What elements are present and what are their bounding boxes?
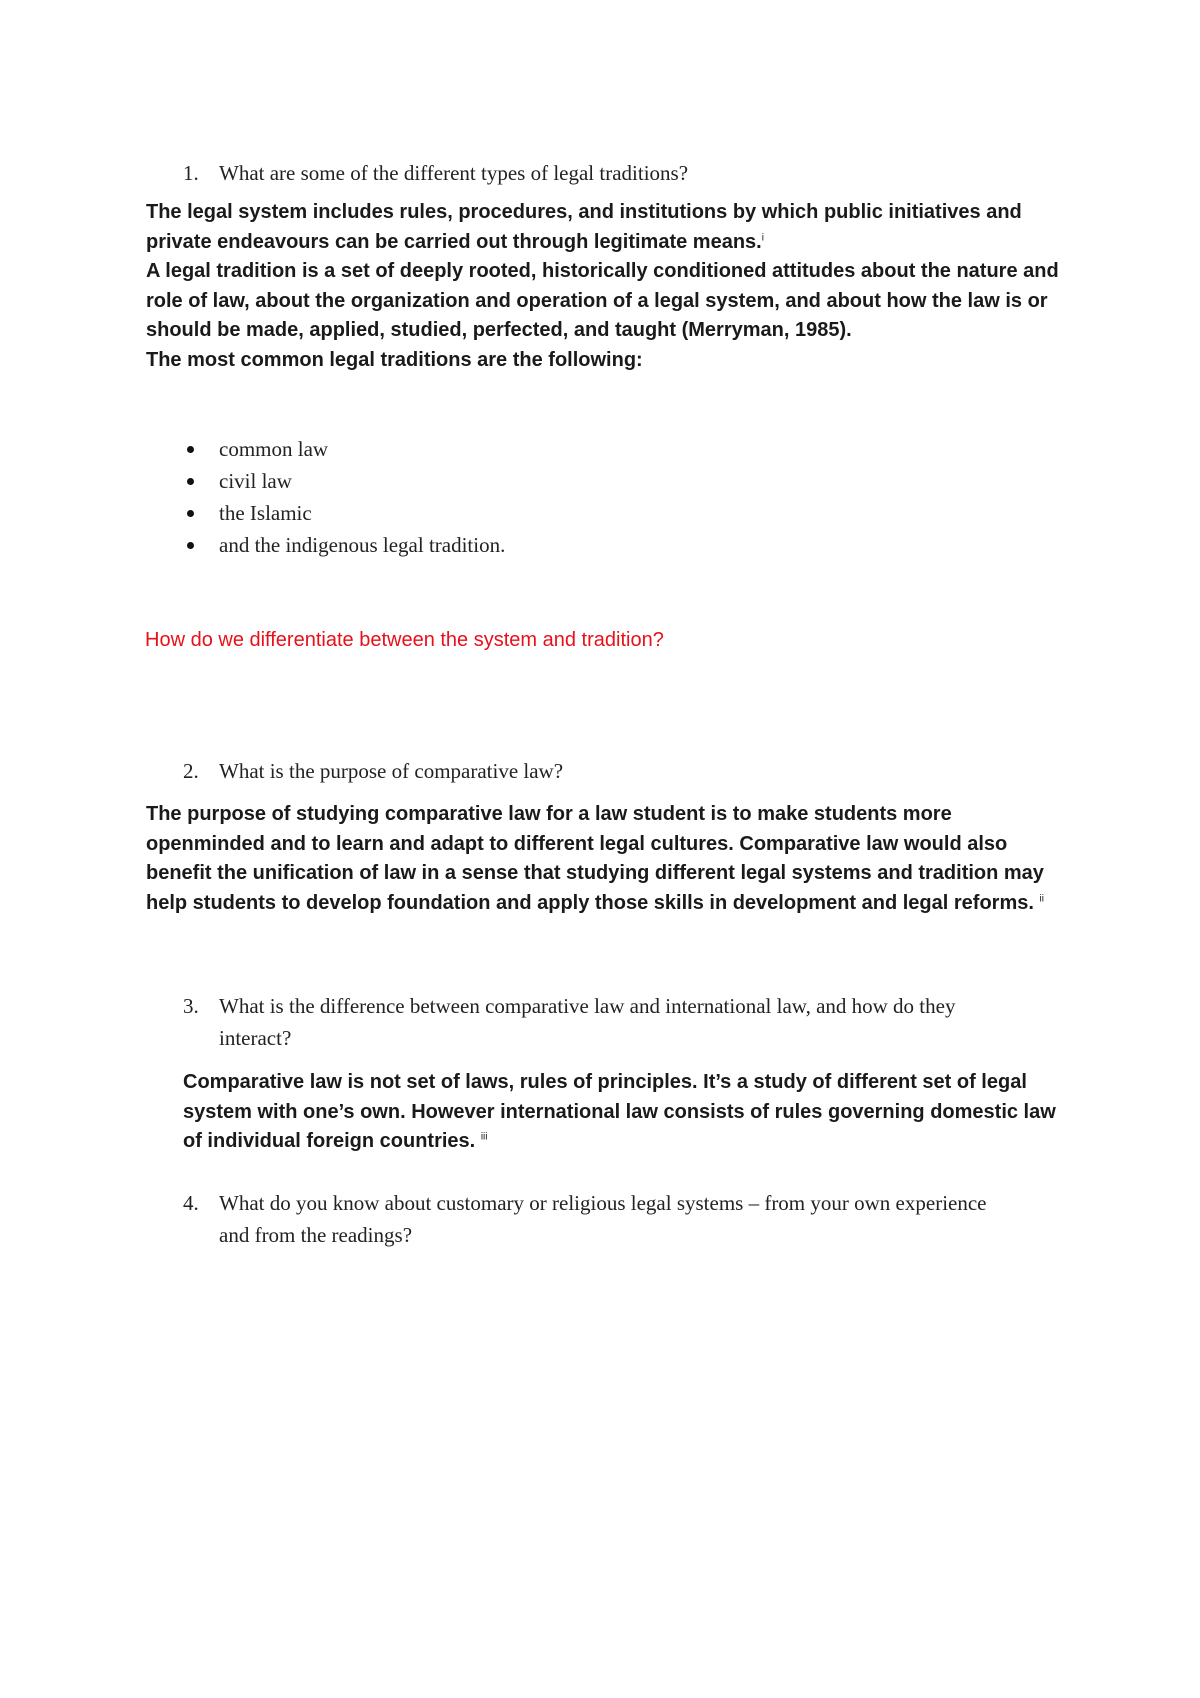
answer-paragraph (183, 1068, 1063, 1157)
list-item-text: and the indigenous legal tradition. (219, 533, 506, 557)
bullet-icon (187, 446, 194, 453)
footnote-marker[interactable]: iii (480, 1131, 488, 1143)
answer-paragraph: The most common legal traditions are the following: (146, 348, 643, 371)
question-text: What is the purpose of comparative law? (219, 759, 564, 783)
list-item (183, 465, 505, 497)
list-item-text: civil law (219, 469, 292, 493)
question-2 (183, 755, 1009, 787)
question-4 (183, 1187, 1009, 1251)
bullet-icon (187, 510, 194, 517)
question-text: What is the difference between comparative law and international law, and how do they interact? (219, 994, 956, 1050)
list-item (183, 497, 505, 529)
question-number: 4. (183, 1191, 199, 1215)
answer-paragraph (146, 198, 1066, 257)
list-item-text: the Islamic (219, 501, 312, 525)
question-number: 2. (183, 759, 199, 783)
bullet-icon (187, 478, 194, 485)
question-1 (183, 157, 1009, 189)
list-item (183, 529, 505, 561)
answer-3 (183, 1068, 1063, 1157)
followup-question: How do we differentiate between the system and tradition? (145, 629, 664, 651)
list-item-text: common law (219, 437, 329, 461)
question-number: 3. (183, 994, 199, 1018)
answer-text: Comparative law is not set of laws, rules of principles. It’s a study of different set of legal system with one’s own. However international law consists of rules governing domestic law of individual foreign countries. (183, 1071, 1056, 1152)
answer-1 (146, 198, 1066, 375)
question-number: 1. (183, 161, 199, 185)
answer-text: The legal system includes rules, procedures, and institutions by which public initiatives and private endeavours can be carried out through legitimate means. (146, 201, 1022, 253)
answer-paragraph (146, 800, 1046, 918)
traditions-list (183, 433, 505, 561)
footnote-marker[interactable]: ii (1039, 892, 1044, 904)
bullet-icon (187, 542, 194, 549)
question-text: What are some of the different types of legal traditions? (219, 161, 689, 185)
list-item (183, 433, 505, 465)
answer-2 (146, 800, 1046, 918)
question-text: What do you know about customary or religious legal systems – from your own experience and from the readings? (219, 1191, 987, 1247)
answer-text: The purpose of studying comparative law for a law student is to make students more openminded and to learn and adapt to different legal cultures. Comparative law would also benefit the unification of law in a sense that studying different legal systems and tradition may help students to develop foundation and apply those skills in development and legal reforms. (146, 803, 1044, 914)
answer-paragraph: A legal tradition is a set of deeply rooted, historically conditioned attitudes about the nature and role of law, about the organization and operation of a legal system, and about how the law is or should be made, applied, studied, perfected, and taught (Merryman, 1985). (146, 260, 1059, 341)
question-3 (183, 990, 1009, 1054)
footnote-marker[interactable]: i (761, 231, 764, 243)
